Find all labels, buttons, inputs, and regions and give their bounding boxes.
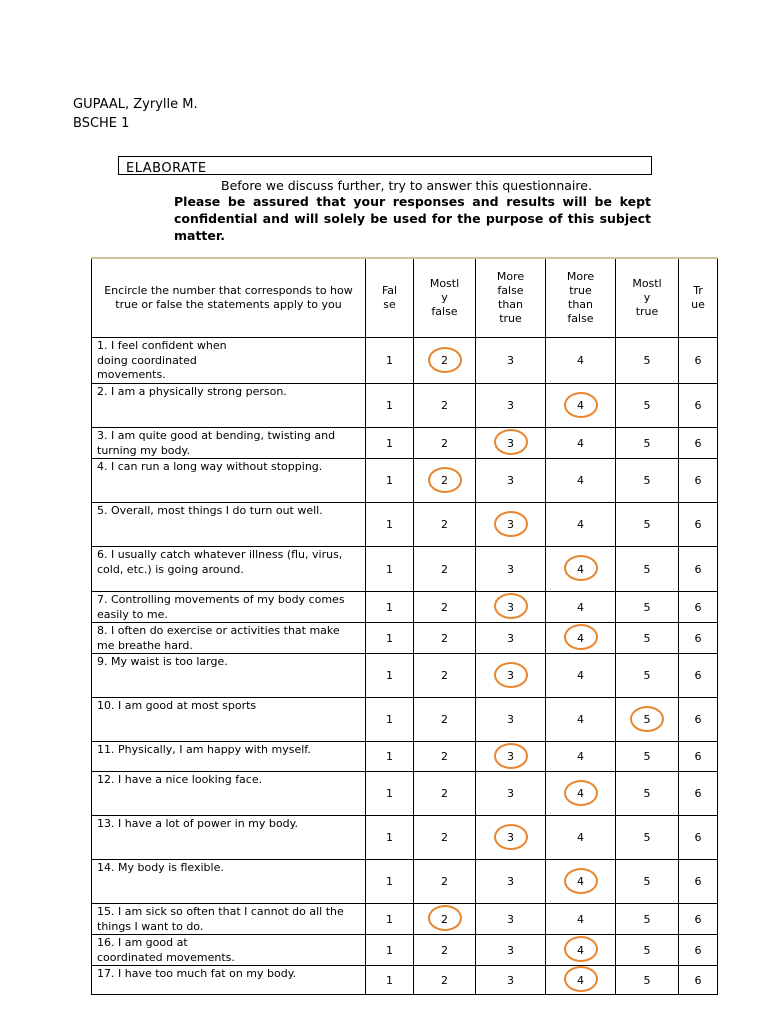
statement-cell: 7. Controlling movements of my body comes easily to me. — [92, 592, 366, 623]
rating-number: 4 — [577, 787, 584, 800]
rating-option[interactable] — [476, 384, 546, 428]
rating-number: 2 — [441, 600, 448, 614]
column-header: Mostl y true — [616, 258, 679, 338]
statement-cell: 12. I have a nice looking face. — [92, 772, 366, 816]
rating-option[interactable] — [679, 592, 718, 623]
rating-option[interactable] — [414, 338, 476, 384]
rating-number: 4 — [577, 474, 584, 487]
rating-number: 1 — [386, 912, 393, 926]
rating-number: 2 — [441, 399, 448, 412]
rating-option[interactable] — [366, 384, 414, 428]
rating-number: 1 — [386, 713, 393, 726]
rating-option[interactable] — [616, 459, 679, 503]
rating-number: 3 — [507, 631, 514, 645]
selected-answer-circle — [564, 555, 598, 581]
selected-answer-circle — [428, 347, 462, 373]
rating-number: 4 — [577, 518, 584, 531]
rating-number: 5 — [643, 399, 651, 412]
rating-option[interactable] — [476, 935, 546, 966]
rating-number: 2 — [441, 669, 448, 682]
rating-option[interactable] — [366, 860, 414, 904]
rating-option[interactable] — [366, 698, 414, 742]
rating-number: 2 — [441, 631, 448, 645]
rating-number: 3 — [507, 912, 514, 926]
rating-option[interactable] — [679, 547, 718, 592]
rating-number: 5 — [643, 436, 651, 450]
statement-cell: 1. I feel confident when doing coordinated movements. — [92, 338, 366, 384]
rating-number: 2 — [441, 912, 448, 926]
rating-number: 6 — [694, 713, 702, 726]
rating-option[interactable] — [679, 772, 718, 816]
selected-answer-circle — [494, 593, 528, 619]
rating-number: 2 — [441, 518, 448, 531]
rating-option[interactable] — [476, 428, 546, 459]
rating-option[interactable] — [616, 935, 679, 966]
rating-number: 3 — [507, 518, 514, 531]
table-header-row — [92, 258, 718, 338]
table-row — [92, 966, 718, 995]
rating-option[interactable] — [366, 547, 414, 592]
table-row — [92, 503, 718, 547]
rating-number: 6 — [694, 943, 702, 957]
rating-option[interactable] — [366, 742, 414, 772]
rating-number: 5 — [643, 943, 651, 957]
table-row — [92, 860, 718, 904]
rating-number: 1 — [386, 518, 393, 531]
rating-number: 6 — [694, 831, 702, 844]
rating-option[interactable] — [546, 654, 616, 698]
column-header: Tr ue — [679, 258, 718, 338]
rating-number: 5 — [643, 631, 651, 645]
rating-number: 4 — [577, 631, 584, 645]
rating-number: 3 — [507, 831, 514, 844]
statement-cell: 2. I am a physically strong person. — [92, 384, 366, 428]
table-row — [92, 338, 718, 384]
rating-option[interactable] — [616, 428, 679, 459]
rating-option[interactable] — [366, 592, 414, 623]
rating-option[interactable] — [616, 742, 679, 772]
rating-option[interactable] — [546, 503, 616, 547]
rating-option[interactable] — [476, 592, 546, 623]
rating-number: 3 — [507, 973, 514, 987]
rating-number: 2 — [441, 787, 448, 800]
section-header-box — [118, 156, 652, 175]
column-header: Mostl y false — [414, 258, 476, 338]
rating-number: 4 — [577, 600, 584, 614]
rating-number: 3 — [507, 875, 514, 888]
rating-number: 5 — [643, 787, 651, 800]
rating-number: 4 — [577, 943, 584, 957]
selected-answer-circle — [494, 662, 528, 688]
rating-number: 1 — [386, 562, 393, 576]
rating-option[interactable] — [616, 772, 679, 816]
column-header: Fal se — [366, 258, 414, 338]
selected-answer-circle — [494, 511, 528, 537]
rating-number: 2 — [441, 973, 448, 987]
rating-number: 4 — [577, 912, 584, 926]
rating-number: 3 — [507, 943, 514, 957]
selected-answer-circle — [564, 780, 598, 806]
rating-number: 1 — [386, 354, 393, 367]
rating-number: 4 — [577, 875, 584, 888]
rating-number: 6 — [694, 631, 702, 645]
rating-option[interactable] — [679, 935, 718, 966]
rating-number: 4 — [577, 669, 584, 682]
table-row — [92, 428, 718, 459]
rating-number: 5 — [643, 600, 651, 614]
rating-option[interactable] — [414, 654, 476, 698]
rating-option[interactable] — [414, 772, 476, 816]
rating-option[interactable] — [476, 459, 546, 503]
table-row — [92, 816, 718, 860]
statement-cell: 4. I can run a long way without stopping. — [92, 459, 366, 503]
rating-number: 5 — [643, 912, 651, 926]
statement-cell: 13. I have a lot of power in my body. — [92, 816, 366, 860]
selected-answer-circle — [630, 706, 664, 732]
selected-answer-circle — [564, 868, 598, 894]
rating-option[interactable] — [414, 966, 476, 995]
rating-option[interactable] — [679, 623, 718, 654]
rating-number: 5 — [643, 354, 651, 367]
rating-number: 3 — [507, 600, 514, 614]
rating-number: 2 — [441, 436, 448, 450]
rating-option[interactable] — [414, 428, 476, 459]
rating-option[interactable] — [414, 623, 476, 654]
rating-number: 3 — [507, 669, 514, 682]
rating-number: 2 — [441, 750, 448, 763]
rating-number: 4 — [577, 973, 584, 987]
statement-cell: 3. I am quite good at bending, twisting and turning my body. — [92, 428, 366, 459]
statement-cell: 9. My waist is too large. — [92, 654, 366, 698]
rating-number: 1 — [386, 436, 393, 450]
rating-option[interactable] — [414, 503, 476, 547]
statement-cell: 15. I am sick so often that I cannot do all the things I want to do. — [92, 904, 366, 935]
rating-number: 6 — [694, 787, 702, 800]
rating-option[interactable] — [414, 816, 476, 860]
rating-option[interactable] — [476, 338, 546, 384]
table-row — [92, 935, 718, 966]
rating-option[interactable] — [616, 860, 679, 904]
rating-option[interactable] — [414, 592, 476, 623]
rating-option[interactable] — [414, 904, 476, 935]
rating-option[interactable] — [546, 935, 616, 966]
rating-option[interactable] — [546, 428, 616, 459]
rating-number: 5 — [643, 562, 651, 576]
rating-option[interactable] — [366, 338, 414, 384]
rating-option[interactable] — [476, 698, 546, 742]
rating-number: 6 — [694, 399, 702, 412]
rating-option[interactable] — [366, 623, 414, 654]
rating-option[interactable] — [366, 935, 414, 966]
rating-number: 2 — [441, 562, 448, 576]
rating-number: 4 — [577, 713, 584, 726]
intro-text: Before we discuss further, try to answer this questionnaire. — [221, 178, 592, 193]
rating-number: 4 — [577, 750, 584, 763]
rating-option[interactable] — [476, 860, 546, 904]
rating-number: 3 — [507, 562, 514, 576]
rating-number: 5 — [643, 831, 651, 844]
rating-number: 5 — [643, 713, 651, 726]
rating-number: 6 — [694, 750, 702, 763]
rating-option[interactable] — [476, 547, 546, 592]
rating-number: 6 — [694, 875, 702, 888]
rating-option[interactable] — [679, 384, 718, 428]
rating-option[interactable] — [679, 654, 718, 698]
rating-number: 5 — [643, 973, 651, 987]
rating-option[interactable] — [546, 338, 616, 384]
rating-option[interactable] — [616, 547, 679, 592]
rating-number: 2 — [441, 831, 448, 844]
rating-number: 6 — [694, 474, 702, 487]
rating-option[interactable] — [546, 698, 616, 742]
rating-number: 6 — [694, 973, 702, 987]
rating-option[interactable] — [366, 428, 414, 459]
rating-number: 3 — [507, 713, 514, 726]
statement-cell: 16. I am good at coordinated movements. — [92, 935, 366, 966]
rating-number: 1 — [386, 474, 393, 487]
student-course: BSCHE 1 — [73, 116, 130, 131]
selected-answer-circle — [494, 743, 528, 769]
rating-option[interactable] — [616, 623, 679, 654]
rating-option[interactable] — [414, 459, 476, 503]
rating-number: 6 — [694, 912, 702, 926]
rating-option[interactable] — [546, 592, 616, 623]
rating-option[interactable] — [546, 384, 616, 428]
table-row — [92, 904, 718, 935]
table-row — [92, 772, 718, 816]
rating-option[interactable] — [616, 384, 679, 428]
rating-number: 6 — [694, 436, 702, 450]
questionnaire-table — [91, 257, 718, 995]
table-row — [92, 698, 718, 742]
rating-number: 1 — [386, 831, 393, 844]
rating-option[interactable] — [679, 338, 718, 384]
rating-number: 2 — [441, 713, 448, 726]
selected-answer-circle — [564, 936, 598, 962]
rating-number: 1 — [386, 943, 393, 957]
statement-cell: 5. Overall, most things I do turn out well. — [92, 503, 366, 547]
rating-number: 6 — [694, 562, 702, 576]
rating-number: 5 — [643, 875, 651, 888]
rating-option[interactable] — [546, 904, 616, 935]
rating-option[interactable] — [616, 654, 679, 698]
rating-number: 1 — [386, 750, 393, 763]
rating-option[interactable] — [546, 623, 616, 654]
rating-number: 6 — [694, 669, 702, 682]
rating-option[interactable] — [476, 772, 546, 816]
rating-number: 6 — [694, 354, 702, 367]
rating-number: 1 — [386, 399, 393, 412]
rating-number: 5 — [643, 474, 651, 487]
statement-cell: 14. My body is flexible. — [92, 860, 366, 904]
rating-number: 3 — [507, 436, 514, 450]
rating-option[interactable] — [679, 503, 718, 547]
rating-number: 4 — [577, 436, 584, 450]
rating-option[interactable] — [616, 904, 679, 935]
rating-number: 6 — [694, 518, 702, 531]
rating-number: 1 — [386, 973, 393, 987]
rating-option[interactable] — [679, 428, 718, 459]
rating-option[interactable] — [366, 459, 414, 503]
rating-option[interactable] — [476, 742, 546, 772]
rating-option[interactable] — [366, 904, 414, 935]
rating-option[interactable] — [366, 503, 414, 547]
table-row — [92, 547, 718, 592]
rating-number: 5 — [643, 669, 651, 682]
rating-number: 1 — [386, 787, 393, 800]
rating-option[interactable] — [476, 623, 546, 654]
rating-option[interactable] — [616, 698, 679, 742]
statement-cell: 17. I have too much fat on my body. — [92, 966, 366, 995]
selected-answer-circle — [428, 905, 462, 931]
rating-option[interactable] — [366, 816, 414, 860]
column-header: More true than false — [546, 258, 616, 338]
column-header: More false than true — [476, 258, 546, 338]
rating-number: 3 — [507, 787, 514, 800]
rating-option[interactable] — [546, 772, 616, 816]
rating-option[interactable] — [546, 459, 616, 503]
rating-option[interactable] — [679, 742, 718, 772]
rating-option[interactable] — [546, 547, 616, 592]
rating-number: 3 — [507, 750, 514, 763]
rating-number: 2 — [441, 875, 448, 888]
student-name: GUPAAL, Zyrylle M. — [73, 97, 198, 112]
rating-option[interactable] — [476, 904, 546, 935]
table-row — [92, 742, 718, 772]
rating-option[interactable] — [366, 654, 414, 698]
rating-option[interactable] — [414, 742, 476, 772]
rating-option[interactable] — [616, 592, 679, 623]
statement-cell: 11. Physically, I am happy with myself. — [92, 742, 366, 772]
rating-option[interactable] — [476, 654, 546, 698]
table-row — [92, 384, 718, 428]
selected-answer-circle — [494, 824, 528, 850]
table-row — [92, 654, 718, 698]
rating-option[interactable] — [414, 547, 476, 592]
rating-option[interactable] — [616, 966, 679, 995]
rating-number: 3 — [507, 474, 514, 487]
rating-option[interactable] — [414, 935, 476, 966]
selected-answer-circle — [494, 429, 528, 455]
selected-answer-circle — [564, 392, 598, 418]
confidentiality-notice: Please be assured that your responses and results will be kept confidential and will solely be used for the purpose of this subject matter. — [174, 194, 651, 243]
statement-cell: 10. I am good at most sports — [92, 698, 366, 742]
rating-option[interactable] — [546, 966, 616, 995]
rating-number: 1 — [386, 600, 393, 614]
rating-number: 2 — [441, 943, 448, 957]
rating-number: 3 — [507, 354, 514, 367]
rating-option[interactable] — [679, 966, 718, 995]
rating-number: 2 — [441, 474, 448, 487]
rating-option[interactable] — [476, 966, 546, 995]
rating-number: 1 — [386, 669, 393, 682]
selected-answer-circle — [564, 966, 598, 992]
rating-option[interactable] — [414, 384, 476, 428]
statement-cell: 6. I usually catch whatever illness (flu, virus, cold, etc.) is going around. — [92, 547, 366, 592]
rating-option[interactable] — [616, 503, 679, 547]
rating-number: 2 — [441, 354, 448, 367]
rating-number: 5 — [643, 750, 651, 763]
rating-number: 5 — [643, 518, 651, 531]
rating-number: 4 — [577, 562, 584, 576]
table-row — [92, 459, 718, 503]
rating-option[interactable] — [679, 698, 718, 742]
rating-option[interactable] — [366, 772, 414, 816]
selected-answer-circle — [428, 467, 462, 493]
rating-number: 1 — [386, 631, 393, 645]
rating-option[interactable] — [679, 904, 718, 935]
rating-option[interactable] — [616, 816, 679, 860]
rating-option[interactable] — [476, 816, 546, 860]
rating-option[interactable] — [414, 698, 476, 742]
selected-answer-circle — [564, 624, 598, 650]
rating-option[interactable] — [546, 742, 616, 772]
questionnaire-body — [92, 338, 718, 995]
section-title: ELABORATE — [126, 161, 207, 175]
rating-option[interactable] — [679, 459, 718, 503]
rating-option[interactable] — [476, 503, 546, 547]
rating-option[interactable] — [546, 860, 616, 904]
rating-number: 4 — [577, 354, 584, 367]
rating-option[interactable] — [616, 338, 679, 384]
rating-option[interactable] — [679, 860, 718, 904]
table-row — [92, 623, 718, 654]
rating-number: 3 — [507, 399, 514, 412]
instruction-header: Encircle the number that corresponds to how true or false the statements apply to you — [92, 258, 366, 338]
rating-option[interactable] — [679, 816, 718, 860]
rating-number: 4 — [577, 831, 584, 844]
rating-option[interactable] — [414, 860, 476, 904]
rating-number: 6 — [694, 600, 702, 614]
rating-number: 4 — [577, 399, 584, 412]
rating-number: 1 — [386, 875, 393, 888]
rating-option[interactable] — [366, 966, 414, 995]
rating-option[interactable] — [546, 816, 616, 860]
table-row — [92, 592, 718, 623]
statement-cell: 8. I often do exercise or activities that make me breathe hard. — [92, 623, 366, 654]
